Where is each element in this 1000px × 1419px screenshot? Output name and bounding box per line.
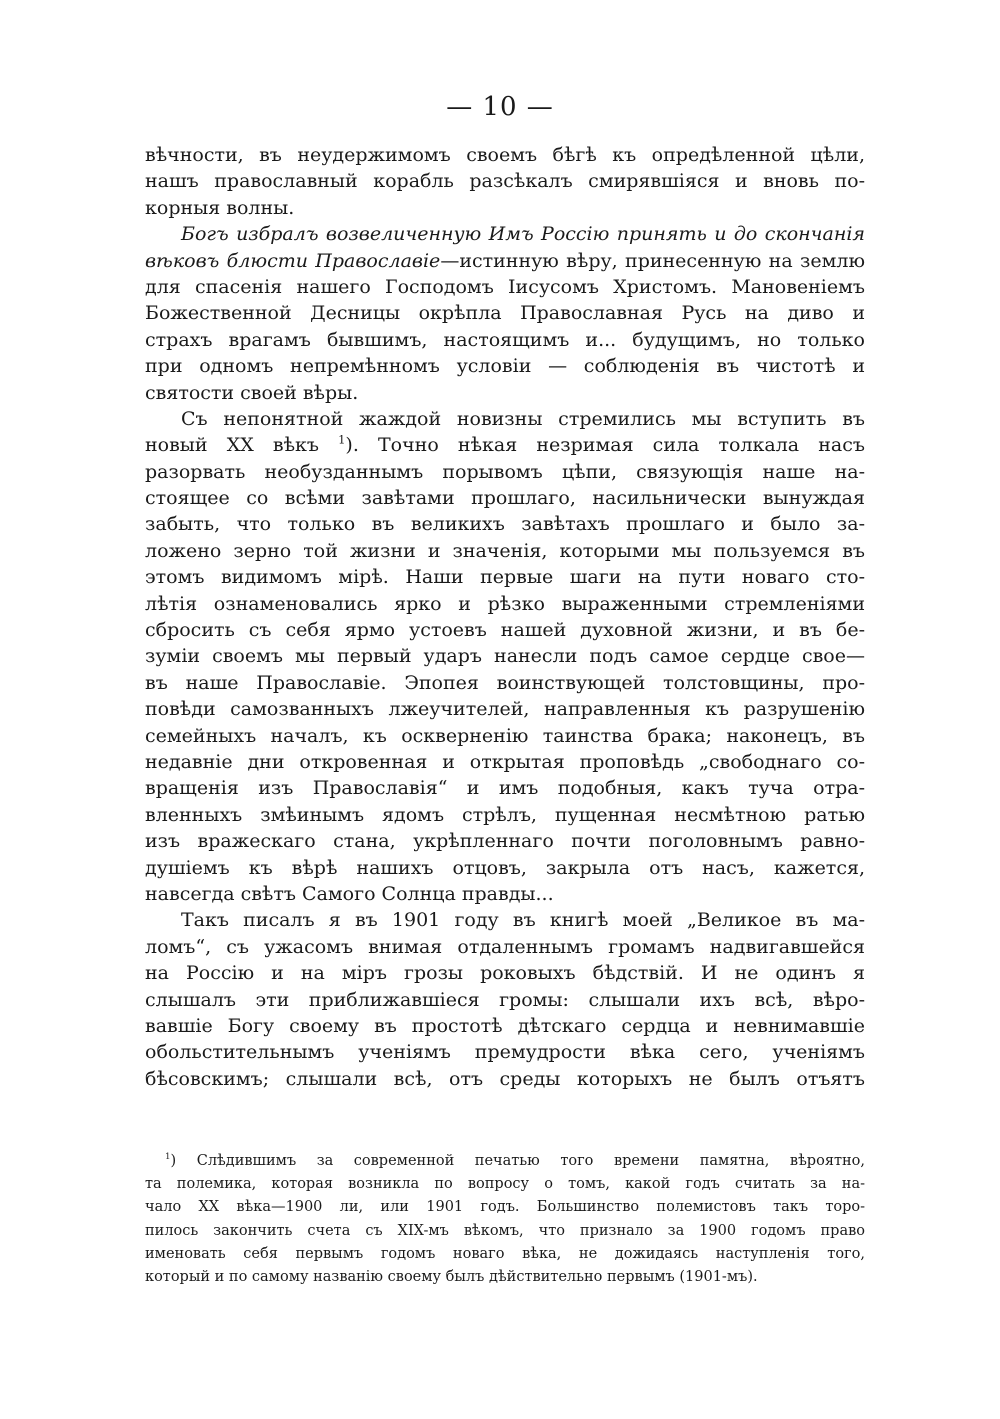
text-line: бѣсовскимъ; слышали всѣ, отъ среды которыхъ не былъ отъятъ bbox=[145, 1067, 865, 1090]
text-line: Съ непонятной жаждой новизны стремились мы вступить въ bbox=[181, 407, 865, 430]
italic-text: Богъ избралъ возвеличенную Имъ Россію принять и до скончанія bbox=[181, 223, 865, 246]
text-line: при одномъ непремѣнномъ условіи — соблюденія въ чистотѣ и bbox=[145, 355, 865, 378]
text-line: нашъ православный корабль разсѣкалъ смирявшіяся и вновь по- bbox=[145, 170, 865, 193]
text-line: лѣтія ознаменовались ярко и рѣзко выраженными стремленіями bbox=[145, 592, 865, 615]
italic-text: вѣковъ блюсти Православіе bbox=[145, 249, 441, 272]
text-line: семейныхъ началъ, къ оскверненію таинства брака; наконецъ, въ bbox=[145, 724, 865, 747]
text-line: вѣчности, въ неудержимомъ своемъ бѣгѣ къ опредѣленной цѣли, bbox=[145, 144, 865, 166]
text-line: забыть, что только въ великихъ завѣтахъ прошлаго и было за- bbox=[145, 513, 865, 536]
text-segment: новый XX вѣкъ bbox=[145, 434, 320, 457]
text-segment: ) Слѣдившимъ за современной печатью того времени памятна, вѣроятно, bbox=[170, 1153, 865, 1169]
text-segment: —истинную вѣру, принесенную на землю bbox=[440, 249, 865, 272]
footnote-line: именовать себя первымъ годомъ новаго вѣка, не дожидаясь наступленія того, bbox=[145, 1245, 865, 1262]
text-line bbox=[145, 248, 865, 274]
text-line: на Россію и на міръ грозы роковыхъ бѣдствій. И не одинъ я bbox=[145, 962, 865, 985]
text-line: страхъ врагамъ бывшимъ, настоящимъ и... будущимъ, но только bbox=[145, 328, 865, 351]
text-line: стоящее со всѣми завѣтами прошлаго, насильнически вынуждая bbox=[145, 487, 865, 510]
footnote-line: пилось закончить счета съ XIX-мъ вѣкомъ, что признало за 1900 годомъ право bbox=[145, 1222, 865, 1239]
text-line: ложено зерно той жизни и значенія, которыми мы пользуемся въ bbox=[145, 539, 865, 562]
page-number: — 10 — bbox=[446, 92, 554, 122]
text-line: вращенія изъ Православія“ и имъ подобныя, какъ туча отра- bbox=[145, 777, 865, 800]
text-line: разорвать необузданнымъ порывомъ цѣпи, связующія наше на- bbox=[145, 460, 865, 483]
text-line: зуміи своемъ мы первый ударъ нанесли подъ самое сердце свое— bbox=[145, 645, 865, 668]
text-line: вленныхъ змѣинымъ ядомъ стрѣлъ, пущенная несмѣтною ратью bbox=[145, 803, 865, 826]
text-line: навсегда свѣтъ Самого Солнца правды... bbox=[145, 882, 554, 905]
footnote-line bbox=[145, 1150, 865, 1173]
text-line: изъ вражескаго стана, укрѣпленнаго почти поголовнымъ равно- bbox=[145, 830, 865, 853]
text-line: слышалъ эти приближавшіеся громы: слышали ихъ всѣ, вѣро- bbox=[145, 988, 865, 1011]
text-line: недавніе дни откровенная и открытая проповѣдь „свободнаго со- bbox=[145, 750, 865, 773]
text-line: святости своей вѣры. bbox=[145, 381, 359, 404]
footnote bbox=[145, 1150, 865, 1289]
text-line: Божественной Десницы окрѣпла Православная Русь на диво и bbox=[145, 302, 865, 325]
text-line: ломъ“, съ ужасомъ внимая отдаленнымъ громамъ надвигавшейся bbox=[145, 935, 865, 958]
text-line: этомъ видимомъ мірѣ. Наши первые шаги на пути новаго сто- bbox=[145, 566, 865, 589]
text-line: въ наше Православіе. Эпопея воинствующей толстовщины, про- bbox=[145, 671, 865, 694]
text-line: корныя волны. bbox=[145, 196, 295, 219]
text-line: вавшіе Богу своему въ простотѣ дѣтскаго сердца и невнимавшіе bbox=[145, 1014, 865, 1037]
text-line bbox=[145, 221, 865, 247]
footnote-line: который и по самому названію своему былъ дѣйствительно первымъ (1901-мъ). bbox=[145, 1268, 758, 1285]
text-segment: ). Точно нѣкая незримая сила толкала насъ bbox=[345, 434, 865, 457]
text-line: душіемъ къ вѣрѣ нашихъ отцовъ, закрыла отъ насъ, кажется, bbox=[145, 856, 865, 879]
footnote-line: чало XX вѣка—1900 ли, или 1901 годъ. Большинство полемистовъ такъ торо- bbox=[145, 1199, 865, 1216]
text-line: повѣди самозванныхъ лжеучителей, направленныя къ разрушенію bbox=[145, 698, 865, 721]
footnote-reference: 1 bbox=[338, 432, 346, 447]
body-text bbox=[145, 142, 865, 1092]
footnote-mark: 1 bbox=[165, 1152, 171, 1163]
text-line: Такъ писалъ я въ 1901 году въ книгѣ моей „Великое въ ма- bbox=[181, 909, 865, 932]
text-line bbox=[145, 432, 865, 458]
text-line: обольстительнымъ ученіямъ премудрости вѣка сего, ученіямъ bbox=[145, 1041, 865, 1064]
text-line: для спасенія нашего Господомъ Іисусомъ Христомъ. Мановеніемъ bbox=[145, 275, 865, 298]
footnote-line: та полемика, которая возникла по вопросу о томъ, какой годъ считать за на- bbox=[145, 1176, 865, 1193]
text-line: сбросить съ себя ярмо устоевъ нашей духовной жизни, и въ бе- bbox=[145, 619, 865, 642]
